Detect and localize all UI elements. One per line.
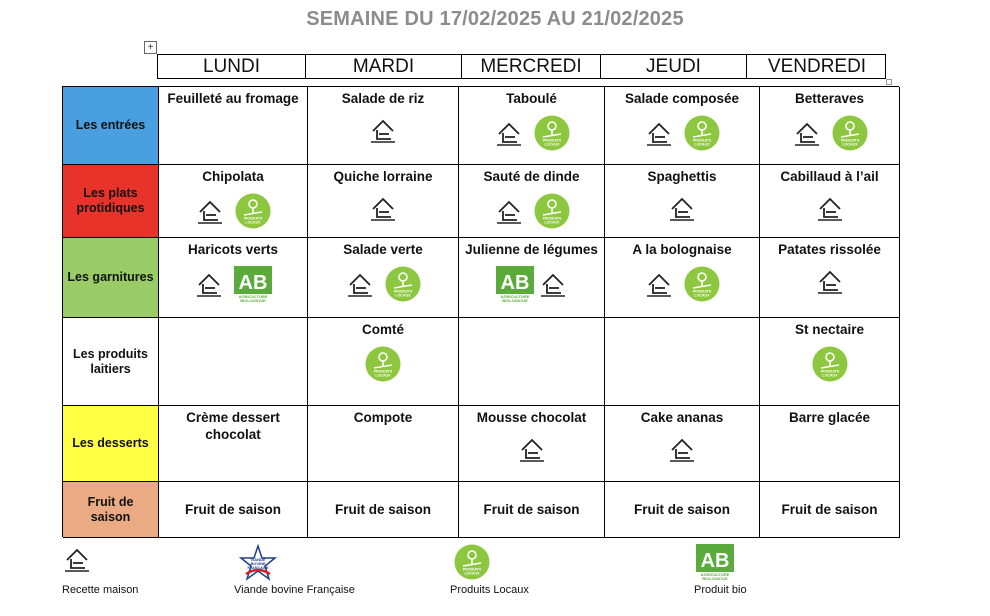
house-icon xyxy=(195,196,225,226)
svg-text:LOCAUX: LOCAUX xyxy=(821,373,838,378)
svg-text:LOCAUX: LOCAUX xyxy=(543,220,560,225)
local-products-icon xyxy=(385,266,421,302)
house-icon xyxy=(517,434,547,464)
table-resize-handle[interactable] xyxy=(886,79,892,85)
house-icon xyxy=(815,193,845,223)
dish-name: Salade de riz xyxy=(341,91,425,106)
svg-text:PRODUITS: PRODUITS xyxy=(692,138,712,143)
dish-icons xyxy=(463,266,600,302)
dish-name: Cake ananas xyxy=(640,410,724,425)
svg-text:AB: AB xyxy=(500,272,529,294)
day-monday: LUNDI xyxy=(158,55,306,78)
dish-icons xyxy=(312,115,454,145)
menu-cell[interactable] xyxy=(459,318,605,406)
category-garnitures xyxy=(63,238,159,318)
category-entrees xyxy=(63,87,159,165)
dish-icons xyxy=(463,115,600,151)
menu-cell[interactable] xyxy=(308,165,459,238)
menu-cell[interactable] xyxy=(459,406,605,482)
svg-text:AGRICULTURE: AGRICULTURE xyxy=(500,294,529,299)
house-icon xyxy=(538,269,568,299)
category-label: Les desserts xyxy=(72,436,149,450)
dish-name: Crème dessert chocolat xyxy=(186,410,280,442)
dish-name: Salade composée xyxy=(624,91,740,106)
local-products-icon xyxy=(235,193,271,229)
dish-name: Betteraves xyxy=(794,91,865,106)
svg-text:PRODUITS: PRODUITS xyxy=(393,289,413,294)
menu-cell[interactable] xyxy=(459,482,605,538)
house-icon xyxy=(194,269,224,299)
svg-text:LOCAUX: LOCAUX xyxy=(395,293,411,298)
dish-name: Chipolata xyxy=(202,169,264,184)
svg-text:PRODUITS: PRODUITS xyxy=(692,289,712,294)
table-move-handle[interactable]: + xyxy=(144,41,157,54)
svg-text:BIOLOGIQUE: BIOLOGIQUE xyxy=(501,298,528,302)
dish-name: Fruit de saison xyxy=(781,502,878,517)
svg-text:BIOLOGIQUE: BIOLOGIQUE xyxy=(240,298,266,302)
dish-icons xyxy=(609,193,755,223)
local-products-icon xyxy=(684,266,720,302)
dish-icons xyxy=(764,193,895,223)
menu-table xyxy=(62,86,899,537)
house-icon xyxy=(494,118,524,148)
legend-label: Viande bovine Française xyxy=(234,584,355,596)
menu-cell[interactable] xyxy=(605,238,760,318)
legend-label: Produits Locaux xyxy=(450,584,529,596)
dish-name: Fruit de saison xyxy=(483,502,580,517)
svg-text:PRODUITS: PRODUITS xyxy=(542,138,561,143)
legend-label: Recette maison xyxy=(62,584,139,596)
dish-name: Cabillaud à l’ail xyxy=(780,169,879,184)
day-wednesday: MERCREDI xyxy=(462,55,601,78)
french-beef-icon xyxy=(238,544,278,584)
local-products-icon xyxy=(684,115,720,151)
category-label: Les entrées xyxy=(75,118,146,132)
dish-icons xyxy=(609,266,755,302)
day-friday: VENDREDI xyxy=(767,56,867,77)
svg-text:AGRICULTURE: AGRICULTURE xyxy=(700,572,730,577)
category-label: Les plats protidiques xyxy=(76,186,145,215)
menu-title: SEMAINE DU 17/02/2025 AU 21/02/2025 xyxy=(306,8,684,30)
dish-name: Sauté de dinde xyxy=(483,169,580,184)
svg-text:PRODUITS: PRODUITS xyxy=(840,138,859,143)
dish-icons xyxy=(609,434,755,464)
dish-name: A la bolognaise xyxy=(632,242,732,257)
days-header xyxy=(157,54,886,79)
menu-cell[interactable] xyxy=(605,406,760,482)
category-label: Les garnitures xyxy=(67,270,154,284)
house-icon xyxy=(62,544,92,574)
menu-cell[interactable] xyxy=(760,165,900,238)
bio-icon xyxy=(696,544,734,580)
svg-text:AGRICULTURE: AGRICULTURE xyxy=(238,294,268,299)
dish-icons xyxy=(463,434,600,464)
house-icon xyxy=(368,193,398,223)
svg-text:PRODUITS: PRODUITS xyxy=(462,567,482,572)
local-products-icon xyxy=(534,115,570,151)
menu-cell[interactable] xyxy=(605,482,760,538)
dish-name: Haricots verts xyxy=(187,242,279,257)
svg-text:LOCAUX: LOCAUX xyxy=(245,220,261,225)
dish-icons xyxy=(312,193,454,223)
menu-cell[interactable] xyxy=(760,406,900,482)
bio-icon xyxy=(496,266,534,302)
svg-text:PRODUITS: PRODUITS xyxy=(542,216,561,221)
dish-name: Salade verte xyxy=(343,242,423,257)
menu-cell[interactable] xyxy=(308,318,459,406)
svg-text:VIANDE: VIANDE xyxy=(250,557,266,562)
local-products-icon xyxy=(454,544,490,580)
menu-cell[interactable] xyxy=(159,406,308,482)
menu-cell[interactable] xyxy=(308,238,459,318)
legend-label: Produit bio xyxy=(694,584,747,596)
legend xyxy=(0,544,990,616)
local-products-icon xyxy=(832,115,868,151)
house-icon xyxy=(792,118,822,148)
menu-cell[interactable] xyxy=(159,238,308,318)
svg-text:LOCAUX: LOCAUX xyxy=(694,293,710,298)
menu-cell[interactable] xyxy=(459,165,605,238)
local-products-icon xyxy=(534,193,570,229)
dish-icons xyxy=(163,266,303,302)
house-icon xyxy=(667,434,697,464)
dish-name: St nectaire xyxy=(794,322,865,337)
dish-name: Quiche lorraine xyxy=(333,169,433,184)
dish-name: Comté xyxy=(361,322,404,337)
svg-text:BIOLOGIQUE: BIOLOGIQUE xyxy=(702,576,728,580)
dish-name: Mousse chocolat xyxy=(476,410,587,425)
dish-name: Fruit de saison xyxy=(633,502,731,517)
dish-icons xyxy=(312,346,454,382)
dish-icons xyxy=(312,266,454,302)
house-icon xyxy=(815,266,845,296)
menu-cell[interactable] xyxy=(459,87,605,165)
svg-text:AB: AB xyxy=(238,272,268,294)
category-desserts xyxy=(63,406,159,482)
dish-name: Fruit de saison xyxy=(184,502,282,517)
svg-text:LOCAUX: LOCAUX xyxy=(841,142,858,147)
menu-cell[interactable] xyxy=(760,87,900,165)
house-icon xyxy=(644,269,674,299)
house-icon xyxy=(345,269,375,299)
svg-text:LOCAUX: LOCAUX xyxy=(543,142,560,147)
category-fruits xyxy=(63,482,159,538)
menu-cell[interactable] xyxy=(760,238,900,318)
dish-name: Barre glacée xyxy=(788,410,871,425)
svg-text:AB: AB xyxy=(700,550,730,572)
dish-icons xyxy=(764,346,895,382)
menu-cell[interactable] xyxy=(605,165,760,238)
category-label: Les produits laitiers xyxy=(72,346,148,376)
dish-name: Julienne de légumes xyxy=(465,242,598,257)
house-icon xyxy=(644,118,674,148)
day-tuesday: MARDI xyxy=(306,55,462,78)
local-products-icon xyxy=(812,346,848,382)
dish-icons xyxy=(463,193,600,229)
menu-cell[interactable] xyxy=(760,318,900,406)
house-icon xyxy=(494,196,524,226)
dish-icons xyxy=(764,266,895,296)
category-laitiers xyxy=(63,318,159,406)
menu-cell[interactable] xyxy=(308,406,459,482)
menu-cell[interactable] xyxy=(605,87,760,165)
dish-name: Feuilleté au fromage xyxy=(167,91,299,106)
svg-text:FRANÇAISE: FRANÇAISE xyxy=(247,566,269,570)
dish-name: Fruit de saison xyxy=(334,502,432,517)
menu-cell[interactable] xyxy=(760,482,900,538)
svg-text:PRODUITS: PRODUITS xyxy=(820,369,839,374)
svg-text:BOVINE: BOVINE xyxy=(250,561,266,566)
menu-cell[interactable] xyxy=(159,87,308,165)
dish-name: Patates rissolée xyxy=(778,242,881,257)
bio-icon xyxy=(234,266,272,302)
menu-cell[interactable] xyxy=(605,318,760,406)
house-icon xyxy=(368,115,398,145)
menu-cell[interactable] xyxy=(308,87,459,165)
dish-name: Compote xyxy=(353,410,413,425)
dish-name: Spaghettis xyxy=(647,169,717,184)
menu-cell[interactable] xyxy=(159,165,308,238)
day-thursday: JEUDI xyxy=(601,55,747,78)
dish-icons xyxy=(609,115,755,151)
menu-cell[interactable] xyxy=(159,318,308,406)
svg-text:LOCAUX: LOCAUX xyxy=(375,373,391,378)
menu-cell[interactable] xyxy=(308,482,459,538)
dish-icons xyxy=(764,115,895,151)
svg-text:PRODUITS: PRODUITS xyxy=(373,369,393,374)
svg-text:PRODUITS: PRODUITS xyxy=(243,216,263,221)
dish-name: Taboulé xyxy=(506,91,557,106)
local-products-icon xyxy=(365,346,401,382)
house-icon xyxy=(667,193,697,223)
svg-text:LOCAUX: LOCAUX xyxy=(464,571,480,576)
menu-cell[interactable] xyxy=(159,482,308,538)
dish-icons xyxy=(163,193,303,229)
category-label: Fruit de saison xyxy=(87,494,134,524)
menu-cell[interactable] xyxy=(459,238,605,318)
svg-text:LOCAUX: LOCAUX xyxy=(694,142,710,147)
category-plats xyxy=(63,165,159,238)
